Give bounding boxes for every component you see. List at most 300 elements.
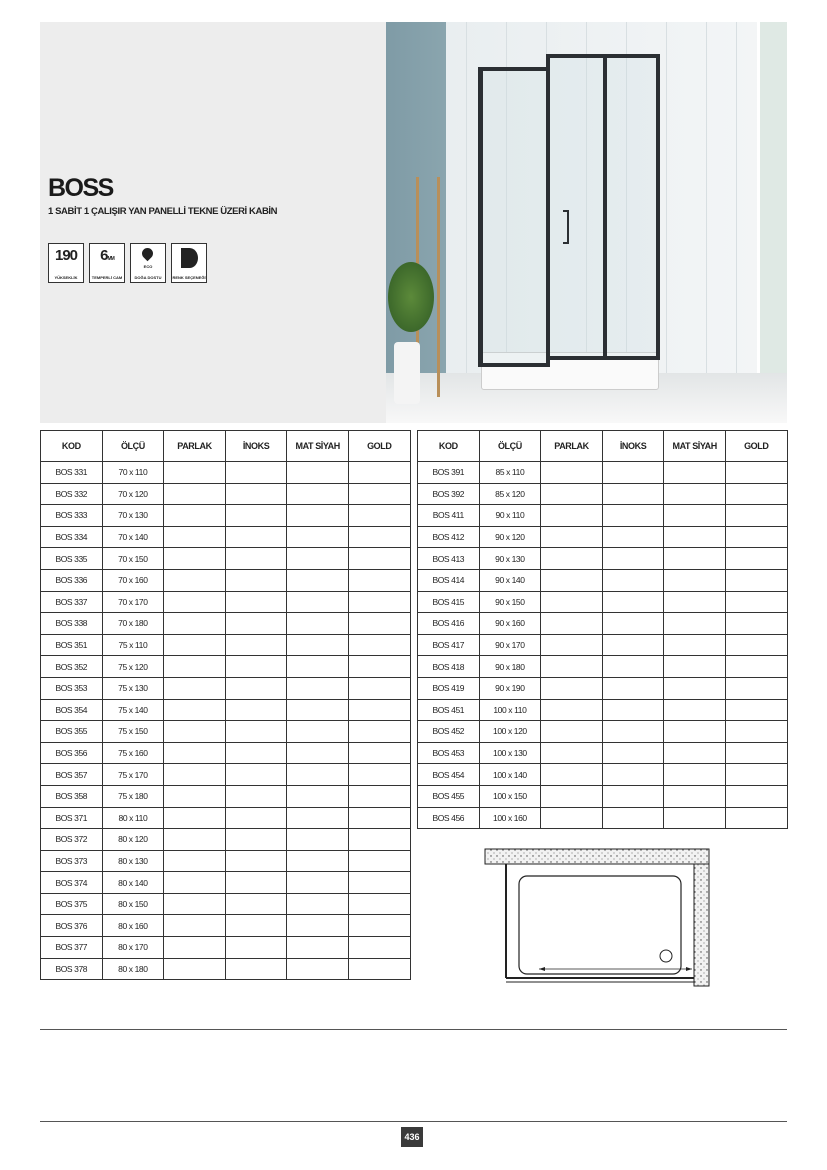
table-row — [41, 872, 411, 894]
finish-cell — [348, 829, 410, 851]
finish-cell — [602, 613, 664, 635]
product-photo — [386, 22, 787, 423]
finish-cell — [541, 807, 603, 829]
col-header: İNOKS — [225, 431, 287, 462]
table-row — [418, 505, 788, 527]
finish-cell — [287, 937, 349, 959]
finish-cell — [664, 785, 726, 807]
finish-cell — [287, 526, 349, 548]
table-row — [41, 699, 411, 721]
product-code: BOS 333 — [41, 505, 103, 527]
table-row — [41, 613, 411, 635]
finish-cell — [287, 634, 349, 656]
product-code: BOS 454 — [418, 764, 480, 786]
finish-cell — [664, 634, 726, 656]
finish-cell — [225, 526, 287, 548]
product-size: 100 x 140 — [479, 764, 541, 786]
col-header: KOD — [41, 431, 103, 462]
finish-cell — [348, 569, 410, 591]
finish-cell — [225, 872, 287, 894]
product-code: BOS 376 — [41, 915, 103, 937]
finish-cell — [602, 699, 664, 721]
finish-cell — [164, 915, 226, 937]
finish-cell — [225, 893, 287, 915]
table-row — [41, 656, 411, 678]
product-code: BOS 358 — [41, 785, 103, 807]
finish-cell — [541, 462, 603, 484]
finish-cell — [541, 677, 603, 699]
product-size: 70 x 130 — [102, 505, 164, 527]
finish-cell — [725, 548, 787, 570]
finish-cell — [725, 591, 787, 613]
product-code: BOS 373 — [41, 850, 103, 872]
eco-badge — [130, 243, 166, 283]
product-size: 100 x 150 — [479, 785, 541, 807]
table-row — [41, 937, 411, 959]
finish-cell — [225, 548, 287, 570]
finish-cell — [225, 699, 287, 721]
finish-cell — [225, 785, 287, 807]
product-code: BOS 453 — [418, 742, 480, 764]
table-row — [418, 526, 788, 548]
col-header: İNOKS — [602, 431, 664, 462]
product-code: BOS 378 — [41, 958, 103, 980]
table-row — [418, 548, 788, 570]
product-size: 80 x 180 — [102, 958, 164, 980]
finish-cell — [348, 677, 410, 699]
product-size: 100 x 120 — [479, 721, 541, 743]
finish-cell — [287, 591, 349, 613]
product-size: 90 x 110 — [479, 505, 541, 527]
table-row — [418, 807, 788, 829]
col-header: MAT SİYAH — [287, 431, 349, 462]
finish-cell — [164, 569, 226, 591]
finish-cell — [164, 548, 226, 570]
table-row — [41, 807, 411, 829]
finish-cell — [725, 569, 787, 591]
finish-cell — [225, 937, 287, 959]
col-header: ÖLÇÜ — [479, 431, 541, 462]
finish-cell — [348, 548, 410, 570]
product-code: BOS 415 — [418, 591, 480, 613]
price-table-left — [40, 430, 411, 980]
product-code: BOS 353 — [41, 677, 103, 699]
hero-panel — [40, 22, 386, 423]
eco-text: ECO — [131, 264, 165, 269]
table-row — [418, 656, 788, 678]
product-size: 90 x 140 — [479, 569, 541, 591]
product-code: BOS 336 — [41, 569, 103, 591]
table-row — [41, 721, 411, 743]
finish-cell — [287, 721, 349, 743]
finish-cell — [348, 591, 410, 613]
badge-value: 190 — [54, 247, 78, 264]
finish-cell — [541, 526, 603, 548]
product-code: BOS 377 — [41, 937, 103, 959]
product-size: 70 x 180 — [102, 613, 164, 635]
product-code: BOS 338 — [41, 613, 103, 635]
finish-cell — [348, 807, 410, 829]
finish-cell — [725, 613, 787, 635]
feature-badges — [48, 243, 207, 283]
finish-cell — [348, 483, 410, 505]
product-size: 70 x 160 — [102, 569, 164, 591]
col-header: ÖLÇÜ — [102, 431, 164, 462]
finish-cell — [541, 699, 603, 721]
finish-cell — [602, 721, 664, 743]
finish-cell — [287, 656, 349, 678]
table-row — [418, 677, 788, 699]
shower-side-panel — [478, 67, 550, 367]
finish-cell — [664, 483, 726, 505]
table-row — [41, 893, 411, 915]
finish-cell — [164, 807, 226, 829]
finish-cell — [287, 699, 349, 721]
finish-cell — [602, 591, 664, 613]
finish-cell — [287, 742, 349, 764]
finish-cell — [725, 634, 787, 656]
product-size: 75 x 110 — [102, 634, 164, 656]
table-row — [41, 569, 411, 591]
finish-cell — [602, 656, 664, 678]
finish-cell — [164, 937, 226, 959]
product-code: BOS 372 — [41, 829, 103, 851]
plan-diagram — [484, 848, 712, 988]
product-size: 70 x 140 — [102, 526, 164, 548]
finish-cell — [725, 721, 787, 743]
finish-cell — [664, 613, 726, 635]
product-size: 90 x 170 — [479, 634, 541, 656]
product-size: 90 x 160 — [479, 613, 541, 635]
height-badge — [48, 243, 84, 283]
finish-cell — [287, 850, 349, 872]
finish-cell — [664, 742, 726, 764]
product-size: 85 x 120 — [479, 483, 541, 505]
finish-cell — [541, 785, 603, 807]
badge-label: TEMPERLİ CAM — [91, 275, 123, 280]
finish-cell — [164, 872, 226, 894]
finish-cell — [164, 699, 226, 721]
product-size: 75 x 170 — [102, 764, 164, 786]
finish-cell — [602, 677, 664, 699]
product-code: BOS 351 — [41, 634, 103, 656]
finish-cell — [348, 721, 410, 743]
finish-cell — [287, 569, 349, 591]
finish-cell — [725, 699, 787, 721]
badge-label: RENK SEÇENEĞİ — [172, 275, 206, 280]
table-row — [418, 699, 788, 721]
finish-cell — [348, 526, 410, 548]
finish-cell — [348, 634, 410, 656]
product-code: BOS 416 — [418, 613, 480, 635]
finish-cell — [348, 462, 410, 484]
table-row — [41, 591, 411, 613]
product-size: 75 x 120 — [102, 656, 164, 678]
product-size: 75 x 140 — [102, 699, 164, 721]
finish-cell — [541, 764, 603, 786]
finish-cell — [225, 807, 287, 829]
divider — [40, 1121, 787, 1122]
finish-cell — [164, 958, 226, 980]
table-row — [41, 634, 411, 656]
finish-cell — [664, 764, 726, 786]
finish-cell — [541, 742, 603, 764]
finish-cell — [541, 634, 603, 656]
finish-cell — [541, 483, 603, 505]
product-size: 80 x 150 — [102, 893, 164, 915]
finish-cell — [725, 764, 787, 786]
finish-cell — [664, 591, 726, 613]
col-header: GOLD — [725, 431, 787, 462]
finish-cell — [664, 656, 726, 678]
finish-cell — [725, 656, 787, 678]
finish-cell — [348, 764, 410, 786]
finish-cell — [348, 785, 410, 807]
table-row — [418, 721, 788, 743]
finish-cell — [225, 505, 287, 527]
product-code: BOS 352 — [41, 656, 103, 678]
finish-cell — [225, 591, 287, 613]
product-size: 100 x 130 — [479, 742, 541, 764]
door-handle — [563, 210, 569, 244]
finish-cell — [287, 505, 349, 527]
product-size: 75 x 130 — [102, 677, 164, 699]
finish-cell — [287, 677, 349, 699]
col-header: GOLD — [348, 431, 410, 462]
col-header: KOD — [418, 431, 480, 462]
finish-cell — [602, 548, 664, 570]
product-code: BOS 355 — [41, 721, 103, 743]
finish-cell — [664, 505, 726, 527]
product-size: 70 x 120 — [102, 483, 164, 505]
leaf-icon — [140, 246, 156, 262]
finish-cell — [664, 677, 726, 699]
product-size: 75 x 160 — [102, 742, 164, 764]
finish-cell — [725, 462, 787, 484]
product-code: BOS 371 — [41, 807, 103, 829]
color-badge — [171, 243, 207, 283]
finish-cell — [602, 505, 664, 527]
glass-badge — [89, 243, 125, 283]
product-code: BOS 412 — [418, 526, 480, 548]
finish-cell — [164, 462, 226, 484]
finish-cell — [602, 807, 664, 829]
table-row — [418, 569, 788, 591]
finish-cell — [225, 677, 287, 699]
table-row — [41, 915, 411, 937]
product-code: BOS 334 — [41, 526, 103, 548]
finish-cell — [541, 613, 603, 635]
finish-cell — [225, 462, 287, 484]
finish-cell — [541, 721, 603, 743]
finish-cell — [348, 613, 410, 635]
product-size: 80 x 170 — [102, 937, 164, 959]
product-code: BOS 451 — [418, 699, 480, 721]
product-code: BOS 356 — [41, 742, 103, 764]
finish-cell — [348, 505, 410, 527]
finish-cell — [164, 677, 226, 699]
finish-cell — [164, 634, 226, 656]
product-code: BOS 411 — [418, 505, 480, 527]
product-size: 100 x 160 — [479, 807, 541, 829]
product-code: BOS 374 — [41, 872, 103, 894]
finish-cell — [164, 721, 226, 743]
table-row — [418, 634, 788, 656]
finish-cell — [225, 656, 287, 678]
table-row — [41, 526, 411, 548]
product-code: BOS 418 — [418, 656, 480, 678]
finish-cell — [348, 937, 410, 959]
product-size: 80 x 160 — [102, 915, 164, 937]
finish-cell — [287, 915, 349, 937]
table-row — [41, 850, 411, 872]
product-code: BOS 375 — [41, 893, 103, 915]
page-number: 436 — [401, 1127, 423, 1147]
finish-cell — [602, 569, 664, 591]
finish-cell — [348, 915, 410, 937]
finish-cell — [664, 699, 726, 721]
finish-cell — [664, 721, 726, 743]
finish-cell — [664, 526, 726, 548]
finish-cell — [541, 591, 603, 613]
finish-cell — [225, 634, 287, 656]
finish-cell — [287, 764, 349, 786]
table-row — [418, 764, 788, 786]
product-size: 80 x 130 — [102, 850, 164, 872]
finish-cell — [164, 505, 226, 527]
table-row — [41, 505, 411, 527]
finish-cell — [164, 764, 226, 786]
finish-cell — [164, 829, 226, 851]
finish-cell — [664, 548, 726, 570]
product-size: 90 x 130 — [479, 548, 541, 570]
finish-cell — [664, 807, 726, 829]
table-row — [41, 958, 411, 980]
product-subtitle: 1 SABİT 1 ÇALIŞIR YAN PANELLİ TEKNE ÜZERİ KABİN — [48, 206, 278, 217]
col-header: PARLAK — [541, 431, 603, 462]
table-row — [41, 785, 411, 807]
product-code: BOS 391 — [418, 462, 480, 484]
product-code: BOS 456 — [418, 807, 480, 829]
finish-cell — [164, 526, 226, 548]
finish-cell — [725, 505, 787, 527]
finish-cell — [225, 483, 287, 505]
product-size: 75 x 150 — [102, 721, 164, 743]
finish-cell — [348, 656, 410, 678]
price-table-right — [417, 430, 788, 829]
finish-cell — [725, 807, 787, 829]
finish-cell — [164, 613, 226, 635]
product-size: 70 x 170 — [102, 591, 164, 613]
finish-cell — [348, 742, 410, 764]
finish-cell — [725, 677, 787, 699]
finish-cell — [541, 656, 603, 678]
finish-cell — [602, 785, 664, 807]
divider — [40, 1029, 787, 1030]
finish-cell — [348, 850, 410, 872]
product-size: 90 x 120 — [479, 526, 541, 548]
finish-cell — [664, 462, 726, 484]
finish-cell — [225, 721, 287, 743]
product-code: BOS 332 — [41, 483, 103, 505]
finish-cell — [225, 829, 287, 851]
finish-cell — [287, 785, 349, 807]
finish-cell — [664, 569, 726, 591]
finish-cell — [164, 893, 226, 915]
product-code: BOS 455 — [418, 785, 480, 807]
finish-cell — [602, 634, 664, 656]
badge-label: DOĞA DOSTU — [134, 275, 162, 280]
finish-cell — [602, 742, 664, 764]
finish-cell — [225, 850, 287, 872]
product-code: BOS 419 — [418, 677, 480, 699]
product-size: 90 x 180 — [479, 656, 541, 678]
product-code: BOS 335 — [41, 548, 103, 570]
product-code: BOS 413 — [418, 548, 480, 570]
col-header: MAT SİYAH — [664, 431, 726, 462]
finish-cell — [541, 569, 603, 591]
finish-cell — [225, 958, 287, 980]
finish-cell — [164, 850, 226, 872]
finish-cell — [602, 462, 664, 484]
product-size: 70 x 150 — [102, 548, 164, 570]
product-size: 80 x 120 — [102, 829, 164, 851]
finish-cell — [602, 483, 664, 505]
table-row — [41, 764, 411, 786]
product-size: 100 x 110 — [479, 699, 541, 721]
finish-cell — [287, 893, 349, 915]
finish-cell — [541, 548, 603, 570]
table-row — [41, 677, 411, 699]
finish-cell — [725, 483, 787, 505]
finish-cell — [348, 872, 410, 894]
finish-cell — [225, 613, 287, 635]
table-row — [418, 742, 788, 764]
table-row — [41, 548, 411, 570]
product-title: BOSS — [48, 174, 113, 202]
plant-decor — [388, 262, 434, 332]
product-size: 80 x 110 — [102, 807, 164, 829]
finish-cell — [225, 569, 287, 591]
finish-cell — [287, 483, 349, 505]
product-code: BOS 337 — [41, 591, 103, 613]
product-code: BOS 357 — [41, 764, 103, 786]
table-row — [418, 785, 788, 807]
product-code: BOS 414 — [418, 569, 480, 591]
finish-cell — [348, 958, 410, 980]
table-row — [418, 483, 788, 505]
finish-cell — [287, 807, 349, 829]
finish-cell — [225, 915, 287, 937]
product-size: 90 x 190 — [479, 677, 541, 699]
product-code: BOS 354 — [41, 699, 103, 721]
finish-cell — [348, 893, 410, 915]
table-row — [418, 613, 788, 635]
table-row — [418, 591, 788, 613]
finish-cell — [164, 785, 226, 807]
table-row — [41, 462, 411, 484]
color-palette-icon — [181, 248, 198, 268]
badge-label: YÜKSEKLİK — [54, 275, 78, 280]
finish-cell — [725, 742, 787, 764]
product-size: 70 x 110 — [102, 462, 164, 484]
product-code: BOS 452 — [418, 721, 480, 743]
table-row — [41, 742, 411, 764]
finish-cell — [725, 785, 787, 807]
product-code: BOS 392 — [418, 483, 480, 505]
finish-cell — [287, 548, 349, 570]
finish-cell — [725, 526, 787, 548]
